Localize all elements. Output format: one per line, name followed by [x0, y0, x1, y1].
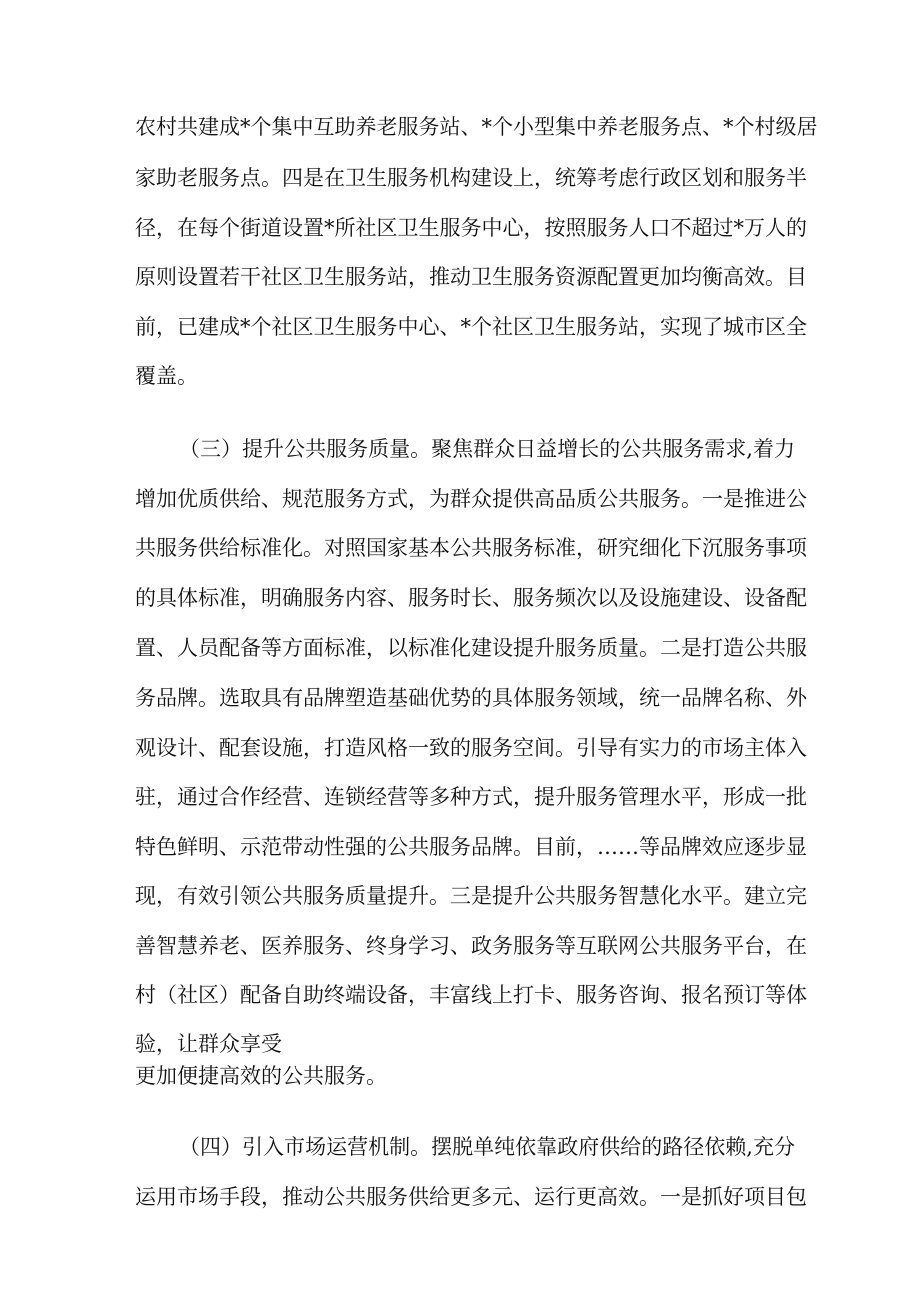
paragraph-line: 驻，通过合作经营、连锁经营等多种方式，提升服务管理水平，形成一批 — [135, 785, 807, 809]
paragraph-line: 前，已建成*个社区卫生服务中心、*个社区卫生服务站，实现了城市区全 — [135, 315, 807, 339]
paragraph-line: 覆盖。 — [135, 364, 198, 388]
paragraph-line: 现，有效引领公共服务质量提升。三是提升公共服务智慧化水平。建立完 — [135, 884, 807, 908]
paragraph-line: 共服务供给标准化。对照国家基本公共服务标准，研究细化下沉服务事项 — [135, 536, 807, 560]
paragraph-line: 观设计、配套设施，打造风格一致的服务空间。引导有实力的市场主体入 — [135, 736, 807, 760]
paragraph-line: （四）引入市场运营机制。摆脱单纯依靠政府供给的路径依赖,充分 — [179, 1135, 795, 1159]
paragraph-line: 置、人员配备等方面标准，以标准化建设提升服务质量。二是打造公共服 — [135, 636, 807, 660]
paragraph-line: （三）提升公共服务质量。聚焦群众日益增长的公共服务需求,着力 — [179, 437, 795, 461]
paragraph-line: 运用市场手段，推动公共服务供给更多元、运行更高效。一是抓好项目包 — [135, 1185, 807, 1209]
paragraph-line: 家助老服务点。四是在卫生服务机构建设上，统筹考虑行政区划和服务半 — [135, 166, 807, 190]
paragraph-line: 特色鲜明、示范带动性强的公共服务品牌。目前，……等品牌效应逐步显 — [135, 835, 807, 859]
paragraph-line: 村（社区）配备自助终端设备，丰富线上打卡、服务咨询、报名预订等体 — [135, 983, 807, 1007]
paragraph-line: 务品牌。选取具有品牌塑造基础优势的具体服务领域，统一品牌名称、外 — [135, 686, 807, 710]
paragraph-line: 更加便捷高效的公共服务。 — [135, 1064, 387, 1088]
paragraph-line: 验，让群众享受 — [135, 1032, 282, 1056]
paragraph-line: 农村共建成*个集中互助养老服务站、*个小型集中养老服务点、*个村级居 — [135, 115, 818, 139]
paragraph-line: 增加优质供给、规范服务方式，为群众提供高品质公共服务。一是推进公 — [135, 487, 807, 511]
paragraph-line: 的具体标准，明确服务内容、服务时长、服务频次以及设施建设、设备配 — [135, 586, 807, 610]
paragraph-line: 径，在每个街道设置*所社区卫生服务中心，按照服务人口不超过*万人的 — [135, 216, 807, 240]
paragraph-line: 原则设置若干社区卫生服务站，推动卫生服务资源配置更加均衡高效。目 — [135, 265, 807, 289]
paragraph-line: 善智慧养老、医养服务、终身学习、政务服务等互联网公共服务平台，在 — [135, 934, 807, 958]
